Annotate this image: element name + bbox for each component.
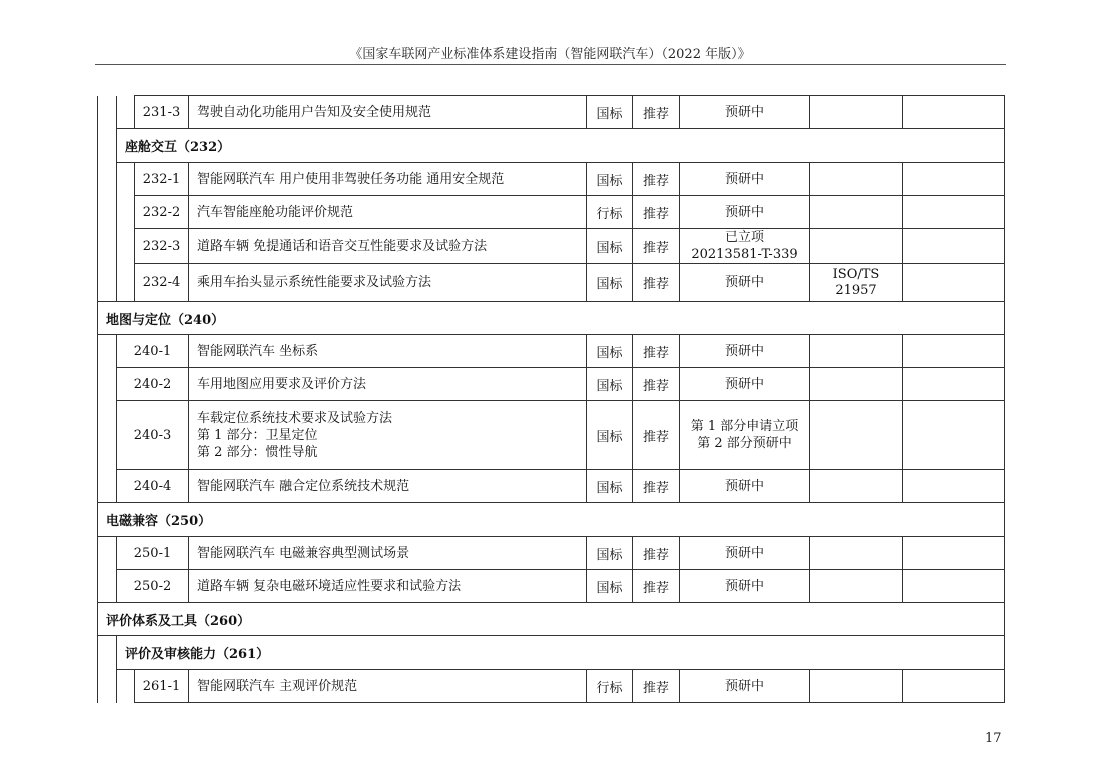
standard-status — [680, 229, 810, 264]
standard-property: 推荐 — [633, 537, 680, 570]
standard-name-line: 汽车智能座舱功能评价规范 — [197, 204, 354, 220]
remarks-cell — [903, 163, 1005, 196]
standards-table-body — [98, 96, 1005, 703]
remarks-cell — [903, 401, 1005, 470]
indent-cell — [98, 163, 117, 196]
remarks-cell — [903, 470, 1005, 503]
standard-type: 国标 — [587, 229, 633, 264]
indent-cell — [98, 196, 117, 229]
standard-type: 行标 — [587, 670, 633, 703]
remarks-cell — [903, 670, 1005, 703]
international-reference — [810, 163, 903, 196]
standard-type: 国标 — [587, 570, 633, 603]
remarks-cell — [903, 196, 1005, 229]
standard-type: 国标 — [587, 470, 633, 503]
standard-status-line: 预研中 — [724, 678, 764, 694]
standard-name-line: 智能网联汽车 用户使用非驾驶任务功能 通用安全规范 — [197, 171, 505, 187]
indent-cell — [98, 368, 117, 401]
indent-cell — [98, 335, 117, 368]
international-reference — [810, 537, 903, 570]
standard-status — [680, 96, 810, 129]
table-row — [98, 264, 1005, 302]
header-divider — [95, 64, 1006, 65]
international-reference — [810, 368, 903, 401]
standard-type: 国标 — [587, 96, 633, 129]
standard-property: 推荐 — [633, 401, 680, 470]
standard-id: 240-3 — [117, 401, 189, 470]
standard-property: 推荐 — [633, 470, 680, 503]
remarks-cell — [903, 335, 1005, 368]
table-row — [98, 163, 1005, 196]
indent-cell — [117, 229, 135, 264]
standard-name-line: 道路车辆 复杂电磁环境适应性要求和试验方法 — [197, 578, 462, 594]
standard-type: 国标 — [587, 368, 633, 401]
standard-id: 240-1 — [117, 335, 189, 368]
table-row — [98, 401, 1005, 470]
international-reference-line: 21957 — [835, 282, 877, 298]
standard-name-line: 第 1 部分：卫星定位 — [197, 427, 318, 443]
indent-cell — [98, 229, 117, 264]
standard-status-line: 预研中 — [724, 104, 764, 120]
international-reference — [810, 670, 903, 703]
standard-id: 231-3 — [135, 96, 189, 129]
section-title: 评价体系及工具（260） — [98, 603, 1005, 636]
standard-property: 推荐 — [633, 335, 680, 368]
subsection-title: 座舱交互（232） — [117, 129, 1005, 163]
standard-type: 国标 — [587, 401, 633, 470]
standard-status-line: 20213581-T-339 — [691, 247, 798, 262]
table-row — [98, 335, 1005, 368]
standard-id: 232-2 — [135, 196, 189, 229]
page-header: 《国家车联网产业标准体系建设指南（智能网联汽车）（2022 年版）》 — [349, 47, 751, 62]
standard-status-line: 预研中 — [724, 545, 764, 561]
standard-name — [189, 401, 587, 470]
standard-status — [680, 196, 810, 229]
standard-name-line: 驾驶自动化功能用户告知及安全使用规范 — [197, 104, 432, 120]
standard-name — [189, 335, 587, 368]
standard-status-line: 预研中 — [724, 578, 764, 594]
remarks-cell — [903, 96, 1005, 129]
international-reference-line: ISO/TS — [832, 266, 880, 282]
standard-property: 推荐 — [633, 368, 680, 401]
standard-name — [189, 670, 587, 703]
standard-id: 232-1 — [135, 163, 189, 196]
indent-cell — [98, 636, 117, 670]
standard-type: 国标 — [587, 264, 633, 302]
standard-status-line: 第 1 部分申请立项 — [690, 419, 799, 434]
standard-type: 国标 — [587, 537, 633, 570]
standard-id: 250-1 — [117, 537, 189, 570]
standards-table — [97, 95, 1005, 703]
standard-id: 250-2 — [117, 570, 189, 603]
table-row — [98, 96, 1005, 129]
indent-cell — [117, 670, 135, 703]
international-reference — [810, 229, 903, 264]
table-row — [98, 196, 1005, 229]
international-reference — [810, 196, 903, 229]
standard-name-line: 智能网联汽车 坐标系 — [197, 343, 319, 359]
standard-name — [189, 96, 587, 129]
standard-name-line: 智能网联汽车 电磁兼容典型测试场景 — [197, 545, 410, 561]
standard-name — [189, 368, 587, 401]
table-row — [98, 470, 1005, 503]
indent-cell — [117, 96, 135, 129]
indent-cell — [98, 570, 117, 603]
international-reference — [810, 570, 903, 603]
indent-cell — [98, 129, 117, 163]
standard-name-line: 车用地图应用要求及评价方法 — [197, 376, 367, 392]
section-title: 地图与定位（240） — [98, 302, 1005, 335]
standard-status — [680, 670, 810, 703]
standard-status-line: 已立项 — [724, 230, 764, 245]
standard-status-line: 第 2 部分预研中 — [697, 436, 792, 451]
indent-cell — [98, 96, 117, 129]
page-number: 17 — [985, 731, 1002, 746]
standard-status — [680, 368, 810, 401]
standard-name-line: 智能网联汽车 融合定位系统技术规范 — [197, 478, 410, 494]
standard-id: 232-3 — [135, 229, 189, 264]
standard-status-line: 预研中 — [724, 376, 764, 392]
subsection-title: 评价及审核能力（261） — [117, 636, 1005, 670]
indent-cell — [98, 537, 117, 570]
standard-name — [189, 570, 587, 603]
section-row — [98, 603, 1005, 636]
standard-type: 国标 — [587, 335, 633, 368]
section-row — [98, 302, 1005, 335]
standard-type: 行标 — [587, 196, 633, 229]
international-reference — [810, 470, 903, 503]
remarks-cell — [903, 229, 1005, 264]
standard-status-line: 预研中 — [724, 171, 764, 187]
standard-name-line: 道路车辆 免提通话和语音交互性能要求及试验方法 — [197, 238, 488, 254]
standard-status-line: 预研中 — [724, 204, 764, 220]
standard-name — [189, 470, 587, 503]
standard-name — [189, 196, 587, 229]
section-title: 电磁兼容（250） — [98, 503, 1005, 537]
standard-name-line: 乘用车抬头显示系统性能要求及试验方法 — [197, 275, 432, 290]
remarks-cell — [903, 537, 1005, 570]
standard-id: 240-4 — [117, 470, 189, 503]
standard-status — [680, 335, 810, 368]
standard-property: 推荐 — [633, 163, 680, 196]
table-row — [98, 368, 1005, 401]
subsection-row — [98, 129, 1005, 163]
standard-status-line: 预研中 — [724, 275, 764, 290]
indent-cell — [98, 264, 117, 302]
standard-property: 推荐 — [633, 570, 680, 603]
indent-cell — [117, 264, 135, 302]
indent-cell — [98, 670, 117, 703]
standard-name-line: 智能网联汽车 主观评价规范 — [197, 678, 358, 694]
standard-status — [680, 163, 810, 196]
standard-status — [680, 264, 810, 302]
standard-id: 232-4 — [135, 264, 189, 302]
standard-property: 推荐 — [633, 264, 680, 302]
standard-status — [680, 570, 810, 603]
table-row — [98, 670, 1005, 703]
standard-property: 推荐 — [633, 670, 680, 703]
standard-name-line: 车载定位系统技术要求及试验方法 — [197, 410, 393, 426]
standard-property: 推荐 — [633, 96, 680, 129]
standard-status — [680, 401, 810, 470]
standard-id: 261-1 — [135, 670, 189, 703]
standard-status — [680, 470, 810, 503]
remarks-cell — [903, 264, 1005, 302]
standard-name — [189, 264, 587, 302]
indent-cell — [98, 401, 117, 470]
indent-cell — [98, 470, 117, 503]
remarks-cell — [903, 570, 1005, 603]
standard-status-line: 预研中 — [724, 343, 764, 359]
international-reference — [810, 264, 903, 302]
standard-property: 推荐 — [633, 196, 680, 229]
standard-property: 推荐 — [633, 229, 680, 264]
standard-type: 国标 — [587, 163, 633, 196]
table-row — [98, 537, 1005, 570]
standard-id: 240-2 — [117, 368, 189, 401]
table-row — [98, 229, 1005, 264]
standard-name — [189, 537, 587, 570]
international-reference — [810, 335, 903, 368]
remarks-cell — [903, 368, 1005, 401]
section-row — [98, 503, 1005, 537]
indent-cell — [117, 163, 135, 196]
international-reference — [810, 96, 903, 129]
standard-name — [189, 163, 587, 196]
standard-name-line: 第 2 部分：惯性导航 — [197, 444, 318, 460]
standard-name — [189, 229, 587, 264]
standard-status-line: 预研中 — [724, 478, 764, 494]
international-reference — [810, 401, 903, 470]
table-row — [98, 570, 1005, 603]
indent-cell — [117, 196, 135, 229]
standard-status — [680, 537, 810, 570]
subsection-row — [98, 636, 1005, 670]
